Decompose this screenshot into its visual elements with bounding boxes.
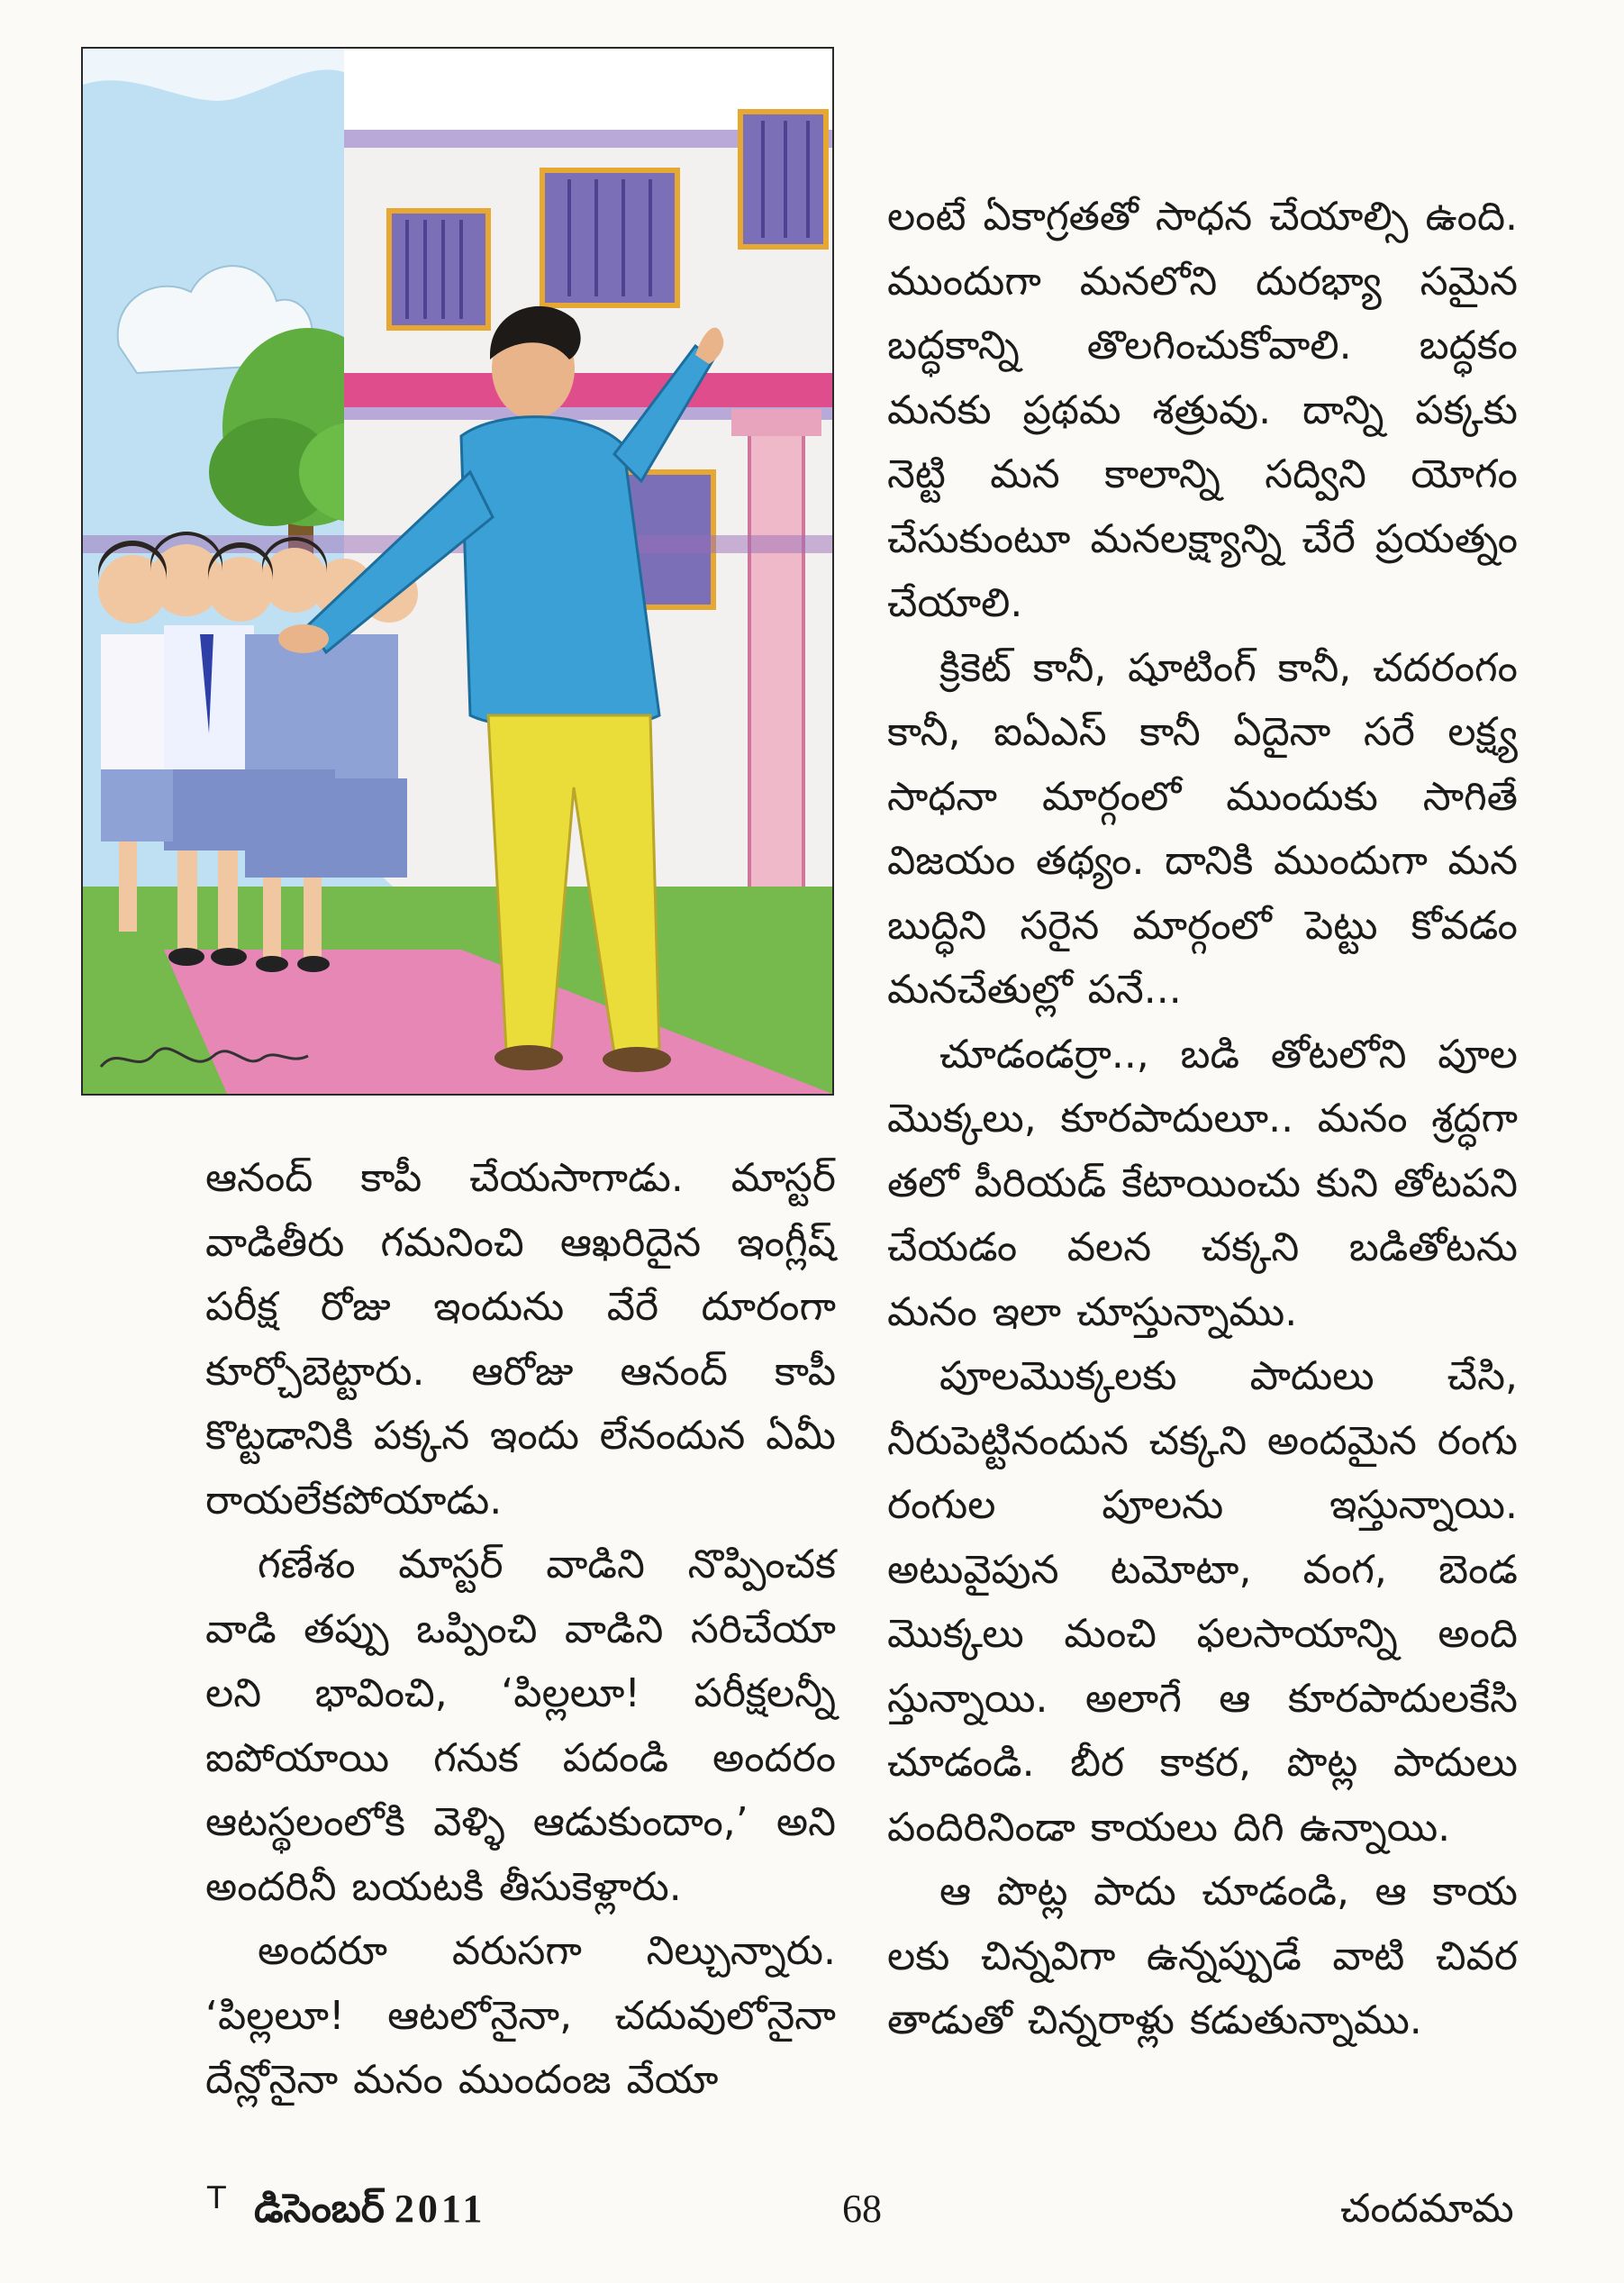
paragraph: ఆనంద్ కాపీ చేయసాగాడు. మాస్టర్ వాడితీరు గమనించి ఆఖరిదైన ఇంగ్లీష్ పరీక్ష రోజు ఇందును వేరే దూరంగా కూర్చోబెట్టారు. ఆరోజు ఆనంద్ కాపీ కొట్టడానికి పక్కన ఇందు లేనందున ఏమీ రాయలేకపోయాడు. [205, 1155, 836, 1524]
footer-month: డిసెంబర్ [254, 2187, 385, 2231]
page-number: 68 [842, 2187, 882, 2231]
paragraph: గణేశం మాస్టర్ వాడిని నొప్పించక వాడి తప్పు ఒప్పించి వాడిని సరిచేయా లని భావించి, ‘పిల్లలూ! పరీక్షలన్నీ ఐపోయాయి గనుక పదండి అందరం ఆటస్థలంలోకి వెళ్ళి ఆడుకుందాం,’ అని అందరినీ బయటకి తీసుకెళ్లారు. [205, 1542, 836, 1910]
story-illustration [81, 47, 834, 1096]
school-teacher-and-students-illustration [83, 49, 832, 1094]
paragraph: ఆ పొట్ల పాదు చూడండి, ఆ కాయ లకు చిన్నవిగా ఉన్నప్పుడే వాటి చివర తాడుతో చిన్నరాళ్లు కడుతున్నాము. [887, 1869, 1518, 2043]
footer-year: 2011 [394, 2187, 486, 2231]
paragraph: చూడండర్రా.., బడి తోటలోని పూల మొక్కలు, కూరపాదులూ.. మనం శ్రద్ధగా తలో పీరియడ్ కేటాయించు కుని తోటపని చేయడం వలన చక్కని బడితోటను మనం ఇలా చూస్తున్నాము. [887, 1031, 1518, 1335]
paragraph: క్రికెట్ కానీ, షూటింగ్ కానీ, చదరంగం కానీ, ఐఏఎస్ కానీ ఏదైనా సరే లక్ష్య సాధనా మార్గంలో ముందుకు సాగితే విజయం తథ్యం. దానికి ముందుగా మన బుద్ధిని సరైన మార్గంలో పెట్టు కోవడం మనచేతుల్లో పనే... [887, 644, 1518, 1013]
left-text-column [205, 1146, 836, 2113]
paragraph: లంటే ఏకాగ్రతతో సాధన చేయాల్సి ఉంది. ముందుగా మనలోని దురభ్యా సమైన బద్ధకాన్ని తొలగించుకోవాలి. బద్ధకం మనకు ప్రథమ శత్రువు. దాన్ని పక్కకు నెట్టి మన కాలాన్ని సద్విని యోగం చేసుకుంటూ మనలక్ష్యాన్ని చేరే ప్రయత్నం చేయాలి. [887, 194, 1518, 626]
magazine-name: చందమామ [1340, 2186, 1514, 2232]
page-footer [0, 2180, 1624, 2243]
paragraph: అందరూ వరుసగా నిల్చున్నారు. ‘పిల్లలూ! ఆటలోనైనా, చదువులోనైనా దేన్లోనైనా మనం ముందంజ వేయా [205, 1928, 836, 2103]
paragraph: పూలమొక్కలకు పాదులు చేసి, నీరుపెట్టినందున చక్కని అందమైన రంగు రంగుల పూలను ఇస్తున్నాయి. అటువైపున టమోటా, వంగ, బెండ మొక్కలు మంచి ఫలసాయాన్ని అంది స్తున్నాయి. అలాగే ఆ కూరపాదులకేసి చూడండి. బీర కాకర, పొట్ల పాదులు పందిరినిండా కాయలు దిగి ఉన్నాయి. [887, 1353, 1518, 1851]
right-text-column [887, 185, 1518, 2053]
footer-letter: T [207, 2180, 226, 2216]
footer-date [254, 2186, 485, 2242]
